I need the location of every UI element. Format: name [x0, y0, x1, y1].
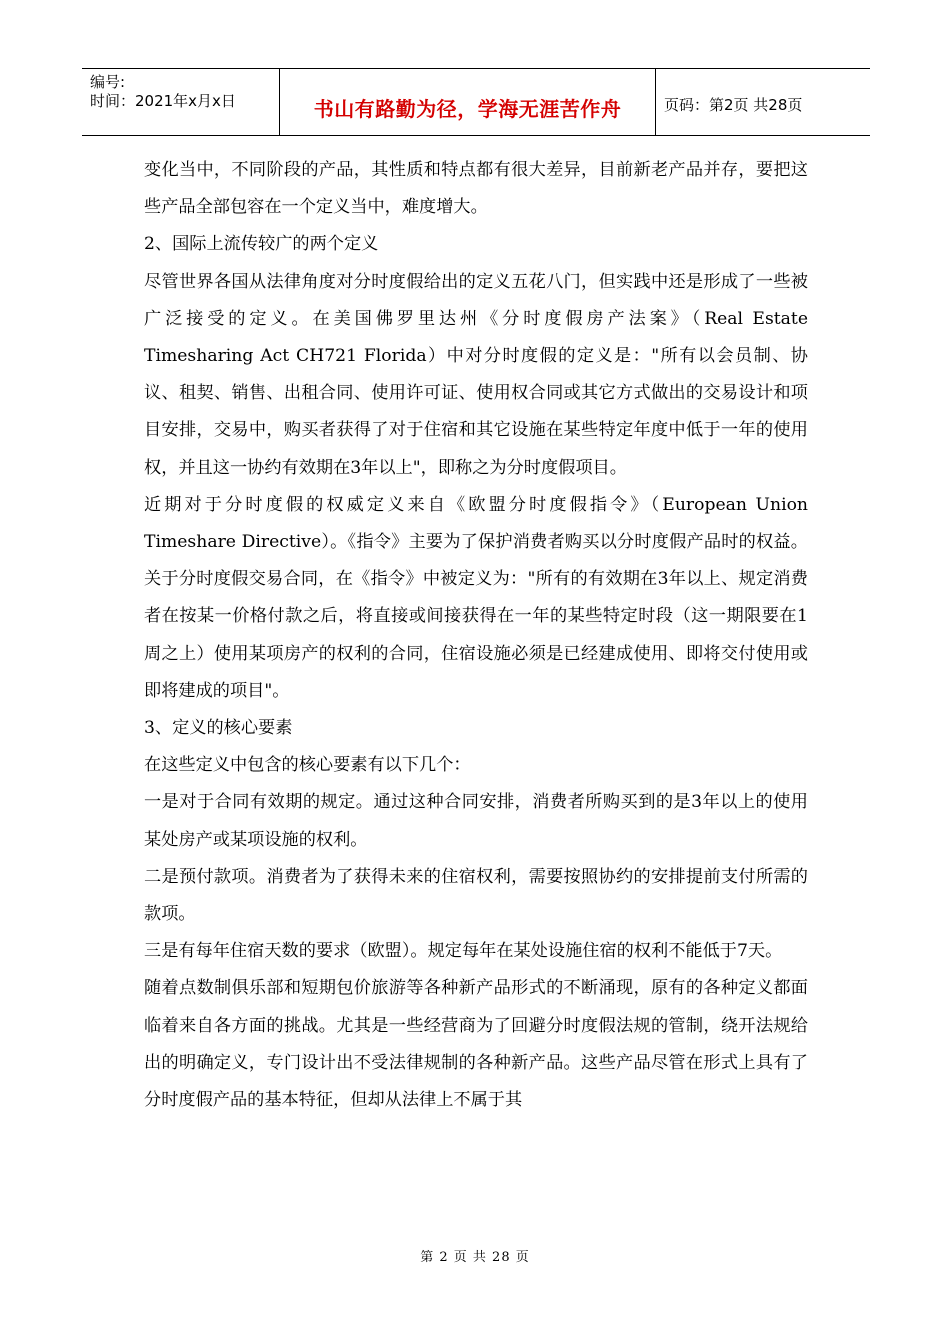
paragraph: 三是有每年住宿天数的要求（欧盟）。规定每年在某处设施住宿的权利不能低于7天。: [144, 941, 783, 962]
paragraph: 变化当中，不同阶段的产品，其性质和特点都有很大差异，目前新老产品并存，要把这些产品全部包容在一个定义当中，难度增大。: [144, 160, 808, 218]
header-page-info-cell: [656, 69, 870, 135]
paragraph: 在这些定义中包含的核心要素有以下几个：: [144, 755, 471, 776]
document-body: [144, 152, 808, 1119]
header-motto-cell: [280, 69, 656, 135]
paragraph: 尽管世界各国从法律角度对分时度假给出的定义五花八门，但实践中还是形成了一些被广泛接受的定义。在美国佛罗里达州《分时度假房产法案》（Real Estate Timesharing Act CH721 Florida）中对分时度假的定义是："所有以会员制、协议、租契、销售、出租合同、使用许可证、使用权合同或其它方式做出的交易设计和项目安排，交易中，购买者获得了对于住宿和其它设施在某些特定年度中低于一年的使用权，并且这一协约有效期在3年以上"，即称之为分时度假项目。: [144, 271, 808, 478]
document-date: 时间：2021年x月x日: [90, 92, 236, 110]
page-footer: 第 2 页 共 28 页: [420, 1250, 530, 1265]
page-header: [82, 68, 870, 136]
header-motto: 书山有路勤为径，学海无涯苦作舟: [313, 96, 622, 121]
header-meta: [82, 69, 280, 135]
section-heading: 3、定义的核心要素: [144, 718, 293, 739]
paragraph: 二是预付款项。消费者为了获得未来的住宿权利，需要按照协约的安排提前支付所需的款项。: [144, 866, 808, 925]
header-page-info: 页码：第2页 共28页: [664, 95, 803, 114]
paragraph: 近期对于分时度假的权威定义来自《欧盟分时度假指令》（European Union Timeshare Directive）。《指令》主要为了保护消费者购买以分时度假产品时的权益。关于分时度假交易合同，在《指令》中被定义为："所有的有效期在3年以上、规定消费者在按某一价格付款之后，将直接或间接获得在一年的某些特定时段（这一期限要在1周之上）使用某项房产的权利的合同，住宿设施必须是已经建成使用、即将交付使用或即将建成的项目"。: [144, 494, 808, 701]
section-heading: 2、国际上流传较广的两个定义: [144, 234, 379, 255]
paragraph: 一是对于合同有效期的规定。通过这种合同安排，消费者所购买到的是3年以上的使用某处房产或某项设施的权利。: [144, 792, 808, 850]
paragraph: 随着点数制俱乐部和短期包价旅游等各种新产品形式的不断涌现，原有的各种定义都面临着来自各方面的挑战。尤其是一些经营商为了回避分时度假法规的管制，绕开法规给出的明确定义，专门设计出不受法律规制的各种新产品。这些产品尽管在形式上具有了分时度假产品的基本特征，但却从法律上不属于其: [144, 978, 808, 1111]
document-number-label: 编号:: [90, 73, 126, 91]
